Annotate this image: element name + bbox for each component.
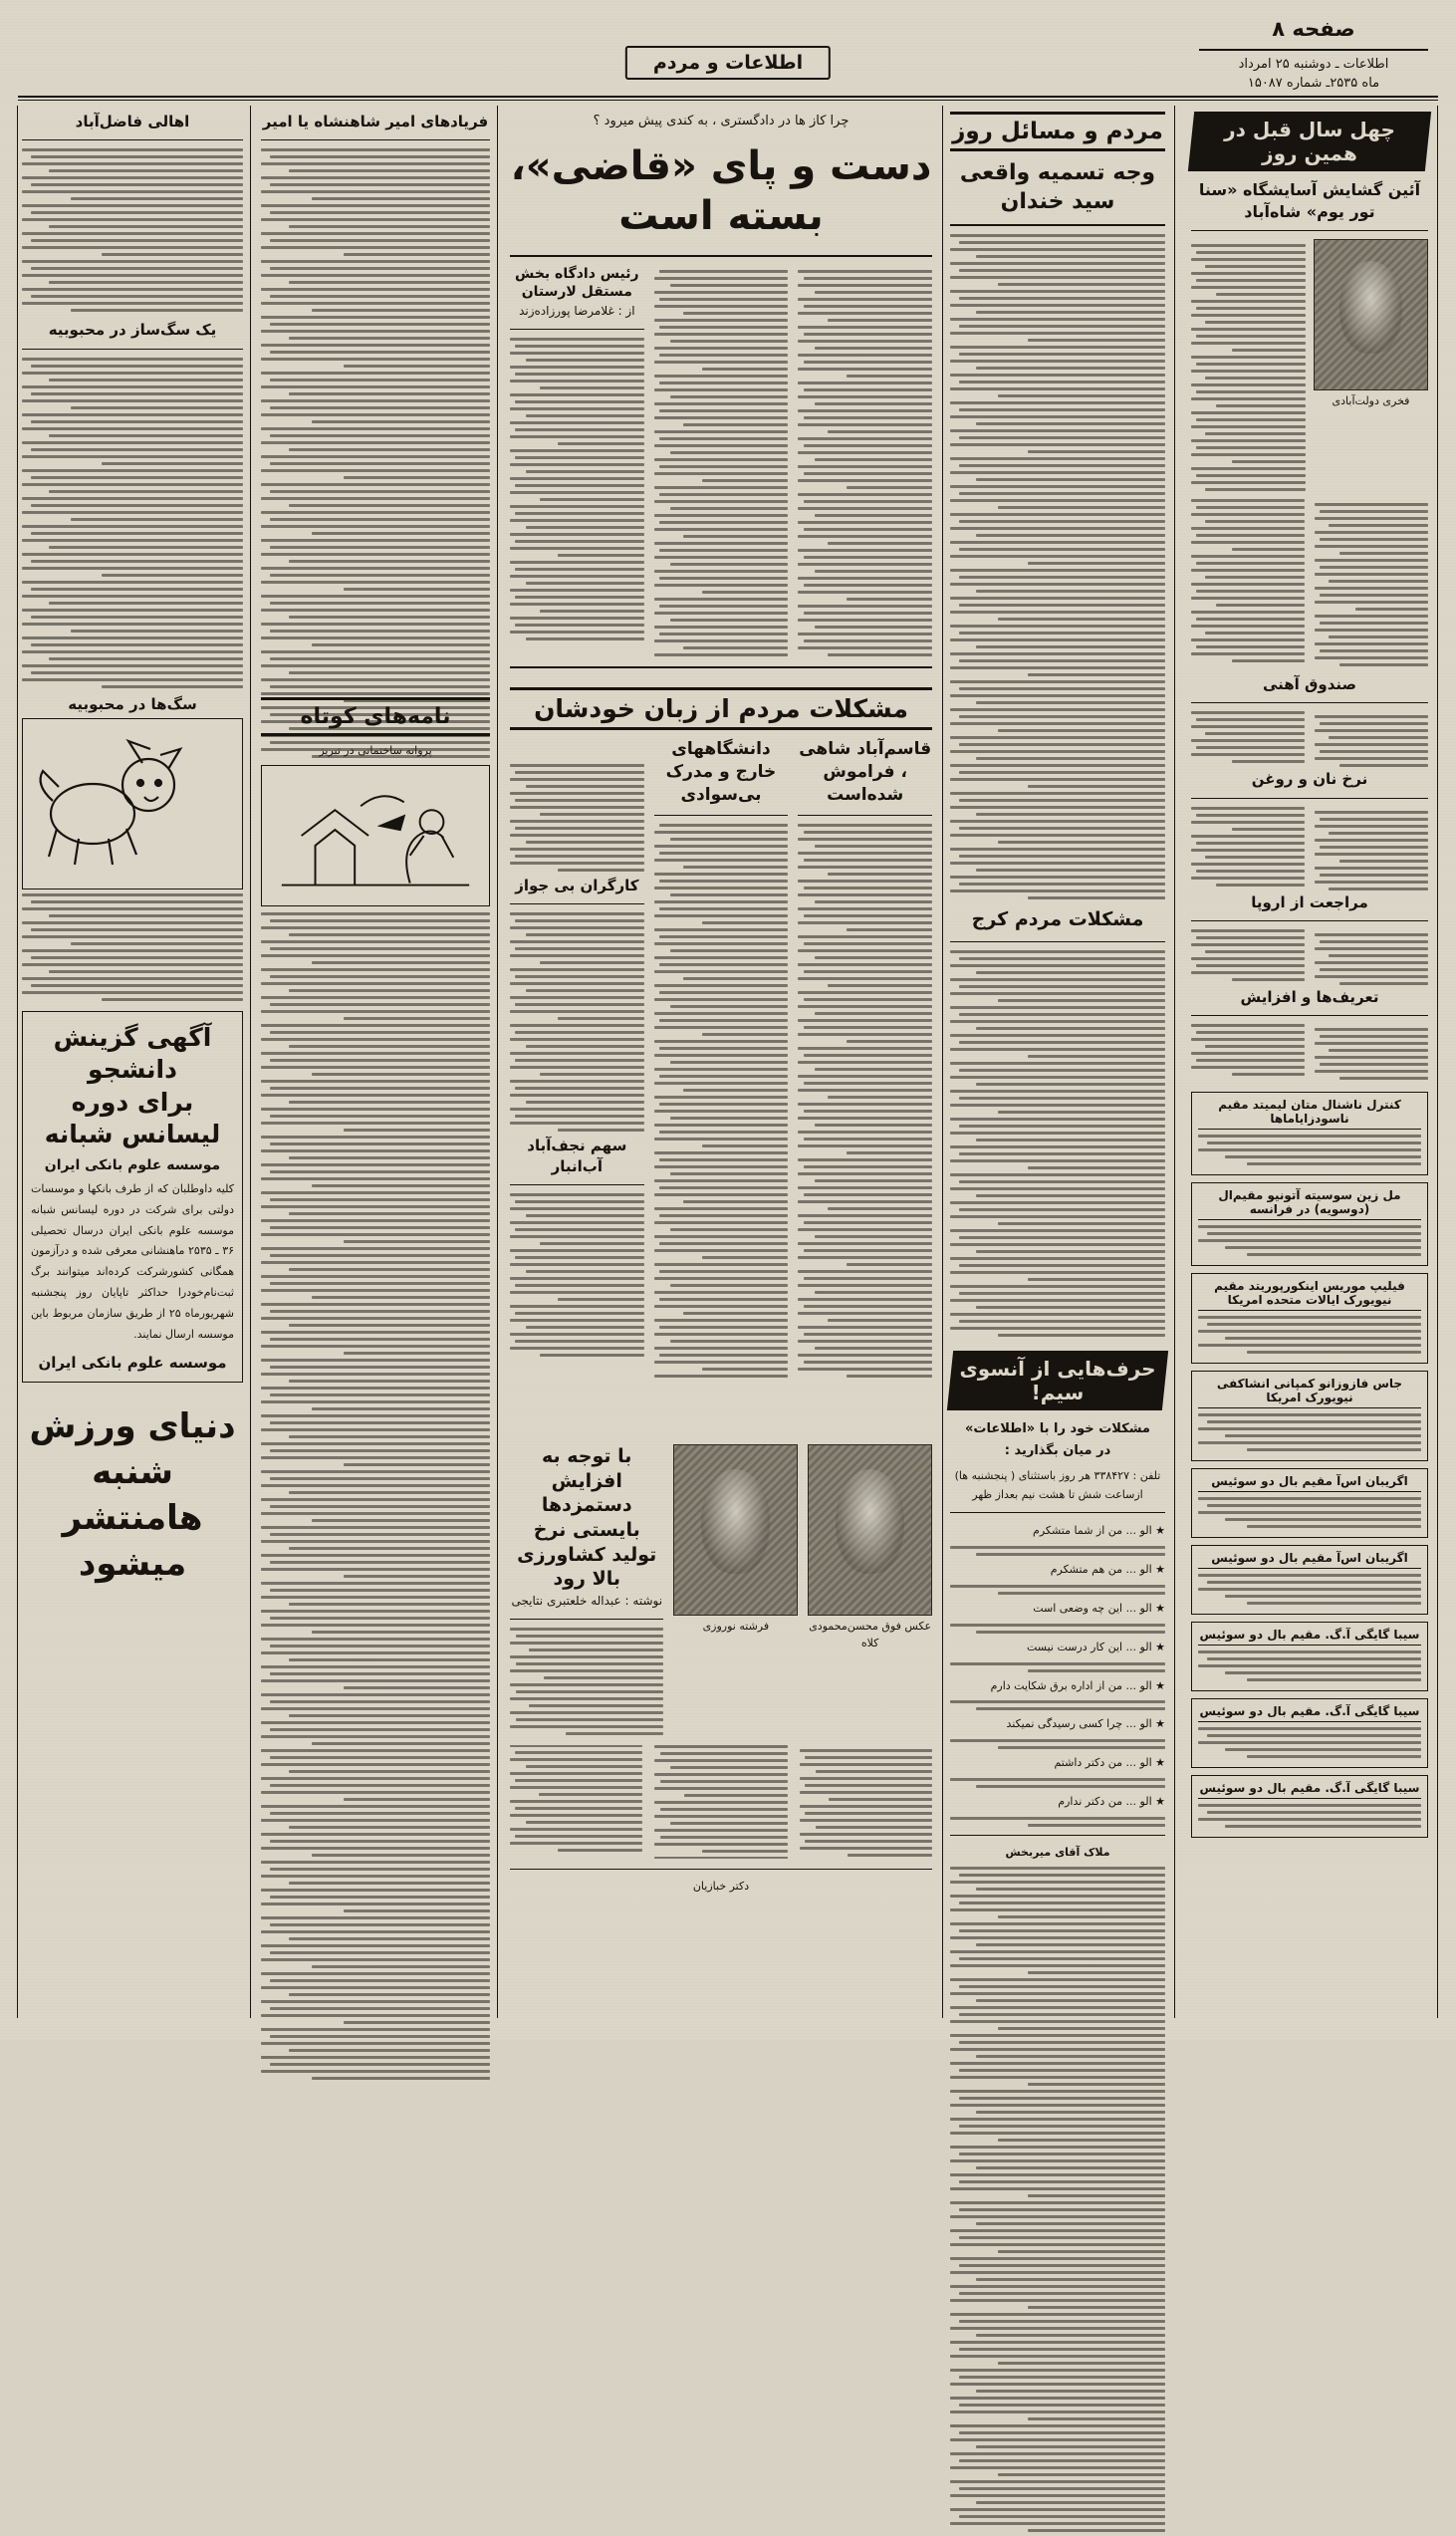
masthead (0, 0, 1456, 91)
column-rule (1437, 106, 1438, 2018)
letters-phone: تلفن : ۳۳۸۴۲۷ هر روز باستثنای ( پنجشنبه ها) ازساعت شش تا هشت نیم بعداز ظهر (954, 1469, 1161, 1501)
far-right-head-3: یک سگ‌ساز در محبوبیه (48, 321, 217, 340)
ad-item: سیبا گایگی آ.گ. مقیم بال دو سوئیس (1191, 1698, 1428, 1768)
people-problems-section (510, 687, 932, 1382)
photo-woman (673, 1444, 798, 1616)
forty-years-ago-flag: چهل سال قبل در همین روز (1188, 112, 1431, 171)
classified-ads (1191, 1092, 1428, 1838)
problems-head-4: سهم نجف‌آباد آب‌انبار (527, 1137, 627, 1175)
masthead-issue-info (1199, 14, 1428, 94)
lead-story (510, 112, 932, 676)
phone-letters-flag: حرف‌هایی از آنسوی سیم! (947, 1351, 1168, 1410)
ad-item: کنترل ناشنال متان لیمیتد مقیم ناسودزایاماها (1191, 1092, 1428, 1175)
student-selection-notice (22, 1011, 243, 1383)
photo-man-caption: عکس فوق محسن‌محمودی کلاه (809, 1620, 932, 1649)
ad-item: مل زین سوسیته آتونیو مقیم‌ال (دوسویه) در فرانسه (1191, 1182, 1428, 1266)
landowner-caption: ملاک آقای میربخش (1005, 1845, 1110, 1859)
bottom-legal-ad: دکتر خبازیان (692, 1879, 750, 1893)
photo-woman-caption: فرشته نوروزی (702, 1620, 770, 1633)
issue-date: اطلاعات ـ دوشنبه ۲۵ امرداد (1238, 56, 1389, 72)
right-top-article (261, 112, 490, 762)
problems-head-1: قاسم‌آباد شاهی ، فراموش شده‌است (799, 739, 932, 805)
list-item: ★ الو ... من از اداره برق شکایت دارم (990, 1678, 1165, 1692)
people-and-issues-column (950, 112, 1165, 2536)
left-sub-bread: نرخ نان و روغن (1251, 770, 1368, 789)
forty-years-subhead: آئین گشایش آسایشگاه «سنا تور یوم» شاه‌آباد (1198, 180, 1421, 221)
photo-man (808, 1444, 932, 1616)
left-column (1191, 112, 1428, 1845)
letters-list (950, 1521, 1165, 1826)
photo-fakhri-caption: فخری دولت‌آبادی (1332, 394, 1410, 408)
column-rule (942, 106, 943, 2018)
page-number: صفحه ۸ (1199, 14, 1428, 51)
problems-head-3: کارگران بی جواز (515, 877, 639, 894)
ad-item: اگریبان اس‌آ مقیم بال دو سوئیس (1191, 1468, 1428, 1538)
short-letters-section (261, 697, 490, 2084)
nameplate: اطلاعات و مردم (625, 46, 831, 80)
people-problems-flag: مشکلات مردم از زبان خودشان (510, 687, 932, 730)
agri-byline: نوشته : عبداله خلعتبری نتایجی (511, 1594, 663, 1609)
ad-item: فیلیپ موریس اینکورپوریتد مقیم نیویورک ایالات متحده امریکا (1191, 1273, 1428, 1364)
column-rule (250, 106, 251, 2018)
dog-cartoon (22, 718, 243, 889)
letters-instruction-1: مشکلات خود را با «اطلاعات» (965, 1420, 1150, 1436)
column-rule (17, 106, 18, 2018)
notice-footer: موسسه علوم بانکی ایران (38, 1353, 227, 1372)
sports-ad-line1: دنیای ورزش شنبه (29, 1405, 236, 1492)
lead-kicker: چرا کاز ها در دادگستری ، به کندی پیش میرود ؟ (593, 114, 849, 128)
agriculture-article (510, 1444, 932, 1896)
list-item: ★ الو ... من هم متشکرم (1050, 1563, 1165, 1577)
list-item: ★ الو ... من از شما متشکرم (1033, 1524, 1165, 1538)
masthead-rule-2 (18, 100, 1438, 101)
agri-headline: با توجه به افزایش دستمزدها بایستی نرخ تولید کشاورزی بالا رود (517, 1445, 657, 1591)
right-head-1: فریادهای امیر شاهنشاه یا امیر (262, 113, 489, 130)
short-letters-flag: نامه‌های کوتاه (261, 697, 490, 736)
notice-body: کلیه داوطلبان که از طرف بانکها و موسسات دولتی برای شرکت در دوره لیسانس شبانه موسسه علوم بانکی ایران درسال تحصیلی ۳۶ ـ ۲۵۳۵ ماهنشانی معرفی شده و درآزمون همگانی کشورشرکت کرده‌اند میتوانند برگ ثبت‌نام‌خودرا حداکثر تاپایان روز پنجشنبه شهریورماه ۲۵ از طریق سازمان مربوط باین موسسه ارسال نمایند. (31, 1181, 235, 1341)
notice-org: موسسه علوم بانکی ایران (44, 1156, 221, 1173)
ad-item: سیبا گایگی آ.گ. مقیم بال دو سوئیس (1191, 1775, 1428, 1838)
lead-subhead: رئیس دادگاه بخش مستقل لارستان (515, 265, 639, 301)
lead-byline: از : غلامرضا پورزاده‌زند (519, 304, 635, 319)
masthead-rule (18, 96, 1438, 98)
letters-instruction-2: در میان بگذارید : (1004, 1442, 1111, 1458)
column-rule (1174, 106, 1175, 2018)
list-item: ★ الو ... چرا کسی رسیدگی نمیکند (1006, 1717, 1165, 1731)
ad-item: اگریبان اس‌آ مقیم بال دو سوئیس (1191, 1545, 1428, 1615)
people-sub-1: مشکلات مردم کرج (971, 908, 1144, 931)
far-right-head: اهالی فاضل‌آباد (75, 113, 190, 130)
list-item: ★ الو ... این کار درست نیست (1026, 1640, 1165, 1653)
left-sub-iron-box: صندوق آهنی (1262, 675, 1357, 694)
people-head-1: وجه تسمیه واقعی (959, 160, 1156, 185)
list-item: ★ الو ... این چه وضعی است (1033, 1601, 1165, 1615)
list-item: ★ الو ... من دکتر داشتم (1054, 1756, 1165, 1770)
building-permit-cartoon (261, 765, 490, 906)
problems-head-2: دانشگاههای خارج و مدرک بی‌سوادی (665, 739, 777, 805)
left-sub-prices: تعریف‌ها و افزایش (1240, 987, 1379, 1006)
sports-ad-line2: هامنتشر میشود (62, 1497, 203, 1584)
notice-subtitle: برای دوره لیسانس شبانه (44, 1087, 221, 1149)
people-head-2: سید خندان (1000, 188, 1115, 214)
photo-fakhri (1314, 239, 1428, 390)
issue-number: ماه ۲۵۳۵ـ شماره ۱۵۰۸۷ (1247, 76, 1380, 91)
dog-icon (23, 719, 242, 888)
ad-item: سیبا گایگی آ.گ. مقیم بال دو سوئیس (1191, 1622, 1428, 1691)
lead-headline: دست و پای «قاضی»، بسته است (510, 142, 932, 239)
notice-title: آگهی گزینش دانشجو (53, 1022, 212, 1085)
list-item: ★ الو ... من دکتر ندارم (1058, 1794, 1165, 1808)
far-right-column (22, 112, 243, 1587)
ad-item: جاس فازوزانو کمپانی انشاکفی نیویورک امریکا (1191, 1371, 1428, 1461)
cartoon-caption: پروانه ساختمانی در تبریز (319, 744, 432, 757)
left-sub-europe: مراجعت از اروپا (1251, 892, 1368, 911)
people-issues-flag: مردم و مسائل روز (950, 112, 1165, 151)
dog-cartoon-title: سگ‌ها در محبوبیه (68, 694, 197, 713)
column-rule (497, 106, 498, 2018)
cartoon-figure-icon (262, 766, 489, 905)
